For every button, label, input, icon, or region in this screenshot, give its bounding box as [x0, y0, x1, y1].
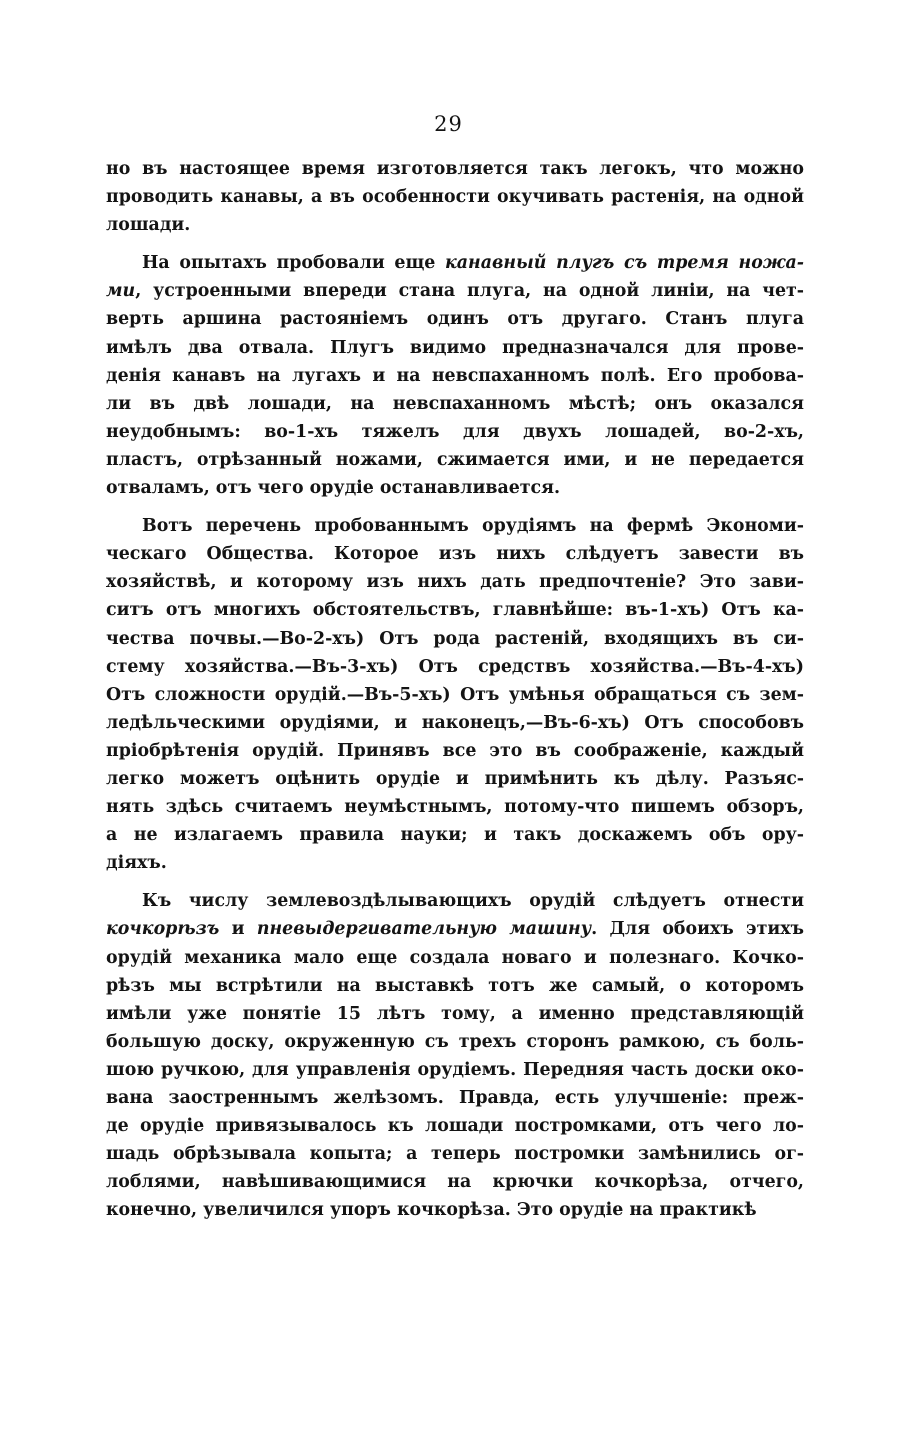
text-line: ледѣльческими орудіями, и наконецъ,—Въ-6-хъ) Отъ способовъ — [106, 712, 804, 733]
text-line: конечно, увеличился упоръ кочкорѣза. Это орудіе на практикѣ — [106, 1200, 757, 1221]
text-line: пластъ, отрѣзанный ножами, сжимается ими, и не передается — [106, 449, 804, 470]
text-line: лоблями, навѣшивающимися на крючки кочкорѣза, отчего, — [106, 1172, 804, 1193]
text-line: отваламъ, отъ чего орудіе останавливается. — [106, 478, 561, 499]
text-line: ми, устроенными впереди стана плуга, на одной линіи, на чет- — [106, 281, 804, 302]
text-line: а не излагаемъ правила науки; и такъ доскажемъ объ ору- — [106, 825, 804, 846]
text-line: ситъ отъ многихъ обстоятельствъ, главнѣйше: въ-1-хъ) Отъ ка- — [106, 600, 804, 621]
text-line: неудобнымъ: во-1-хъ тяжелъ для двухъ лошадей, во-2-хъ, — [106, 421, 804, 442]
paragraph — [106, 887, 804, 1224]
text-line: кочкорѣзъ и пневыдергивательную машину. Для обоихъ этихъ — [106, 919, 804, 940]
text-line: Отъ сложности орудій.—Въ-5-хъ) Отъ умѣнья обращаться съ зем- — [106, 684, 804, 705]
text-line: шадь обрѣзывала копыта; а теперь постромки замѣнились ог- — [106, 1144, 804, 1165]
text-line: верть аршина растояніемъ одинъ отъ другаго. Станъ плуга — [106, 309, 804, 330]
text-line: большую доску, окруженную съ трехъ сторонъ рамкою, съ боль- — [106, 1031, 804, 1052]
paragraph — [106, 155, 804, 239]
text-line: шою ручкою, для управленія орудіемъ. Передняя часть доски око- — [106, 1059, 804, 1080]
text-line: вана заостреннымъ желѣзомъ. Правда, есть улучшеніе: преж- — [106, 1088, 804, 1108]
text-line: рѣзъ мы встрѣтили на выставкѣ тотъ же самый, о которомъ — [106, 975, 804, 996]
text-line: проводить канавы, а въ особенности окучивать растенія, на одной — [106, 187, 804, 208]
paragraph — [106, 249, 804, 502]
text-line: имѣлъ два отвала. Плугъ видимо предназначался для прове- — [106, 337, 804, 358]
text-line: но въ настоящее время изготовляется такъ легокъ, что можно — [106, 159, 804, 179]
text-line: нять здѣсь считаемъ неумѣстнымъ, потому-что пишемъ обзоръ, — [106, 797, 804, 818]
body-text — [106, 155, 804, 1224]
text-line: діяхъ. — [106, 853, 167, 874]
text-line: стему хозяйства.—Въ-3-хъ) Отъ средствъ хозяйства.—Въ-4-хъ) — [106, 656, 804, 677]
page-number: 29 — [434, 112, 463, 136]
text-line: ческаго Общества. Которое изъ нихъ слѣдуетъ завести въ — [106, 544, 804, 565]
paragraph — [106, 512, 804, 877]
text-line: пріобрѣтенія орудій. Принявъ все это въ соображеніе, каждый — [106, 740, 804, 761]
text-line: Къ числу землевоздѣлывающихъ орудій слѣдуетъ отнести — [142, 891, 804, 912]
text-line: лошади. — [106, 215, 191, 236]
text-line: чества почвы.—Во-2-хъ) Отъ рода растеній, входящихъ въ си- — [106, 628, 804, 649]
text-line: На опытахъ пробовали еще канавный плугъ съ тремя ножа- — [142, 253, 804, 274]
text-line: хозяйствѣ, и которому изъ нихъ дать предпочтеніе? Это зави- — [106, 572, 804, 593]
text-line: де орудіе привязывалось къ лошади постромками, отъ чего ло- — [106, 1116, 804, 1137]
text-line: орудій механика мало еще создала новаго и полезнаго. Кочко- — [106, 947, 804, 968]
text-line: имѣли уже понятіе 15 лѣтъ тому, а именно представляющій — [106, 1003, 804, 1024]
text-line: легко можетъ оцѣнить орудіе и примѣнить къ дѣлу. Разъяс- — [106, 768, 804, 789]
text-line: Вотъ перечень пробованнымъ орудіямъ на фермѣ Экономи- — [142, 516, 804, 537]
text-line: денія канавъ на лугахъ и на невспаханномъ полѣ. Его пробова- — [106, 365, 804, 386]
text-line: ли въ двѣ лошади, на невспаханномъ мѣстѣ; онъ оказался — [106, 393, 804, 414]
